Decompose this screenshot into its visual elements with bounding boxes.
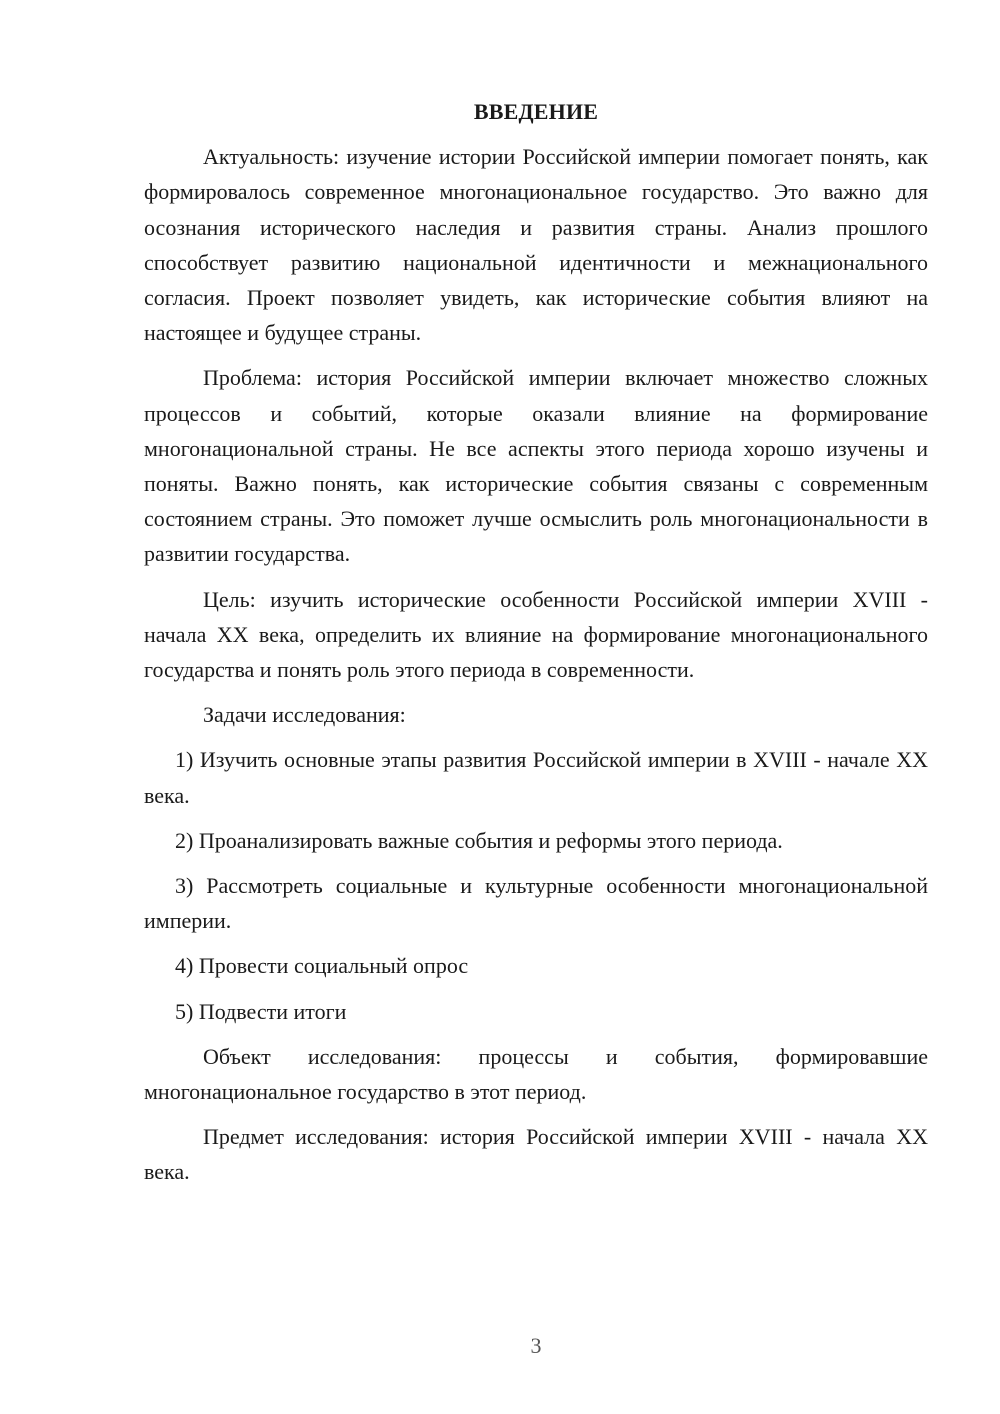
- task-item-4: 4) Провести социальный опрос: [175, 953, 469, 979]
- paragraph-object: Объект исследования: процессы и события, формировавшие многонациональное государство в этот период.: [144, 1043, 928, 1105]
- task-item-2: 2) Проанализировать важные события и реформы этого периода.: [175, 827, 783, 853]
- task-item-3: 3) Рассмотреть социальные и культурные особенности многонациональной империи.: [144, 873, 928, 934]
- page-number: 3: [530, 1333, 542, 1358]
- paragraph-goal: Цель: изучить исторические особенности Российской империи XVIII - начала XX века, определить их влияние на формирование многонационального государства и понять роль этого периода в современности.: [144, 586, 928, 683]
- paragraph-subject: Предмет исследования: история Российской империи XVIII - начала XX века.: [144, 1124, 928, 1185]
- paragraph-relevance: Актуальность: изучение истории Российской империи помогает понять, как формировалось современное многонациональное государство. Это важно для осознания исторического наследия и развития страны. Анализ прошлого способствует развитию национальной идентичности и межнационального согласия. Проект позволяет увидеть, как исторические события влияют на настоящее и будущее страны.: [144, 144, 928, 346]
- page-content: [144, 94, 928, 1200]
- paragraph-problem: Проблема: история Российской империи включает множество сложных процессов и событий, которые оказали влияние на формирование многонациональной страны. Не все аспекты этого периода хорошо изучены и поняты. Важно понять, как исторические события связаны с современным состоянием страны. Это поможет лучше осмыслить роль многонациональности в развитии государства.: [144, 365, 928, 567]
- task-item-1: 1) Изучить основные этапы развития Российской империи в XVIII - начале XX века.: [144, 747, 928, 808]
- task-item-5: 5) Подвести итоги: [175, 998, 347, 1024]
- section-title: ВВЕДЕНИЕ: [473, 99, 599, 124]
- tasks-heading: Задачи исследования:: [203, 702, 406, 728]
